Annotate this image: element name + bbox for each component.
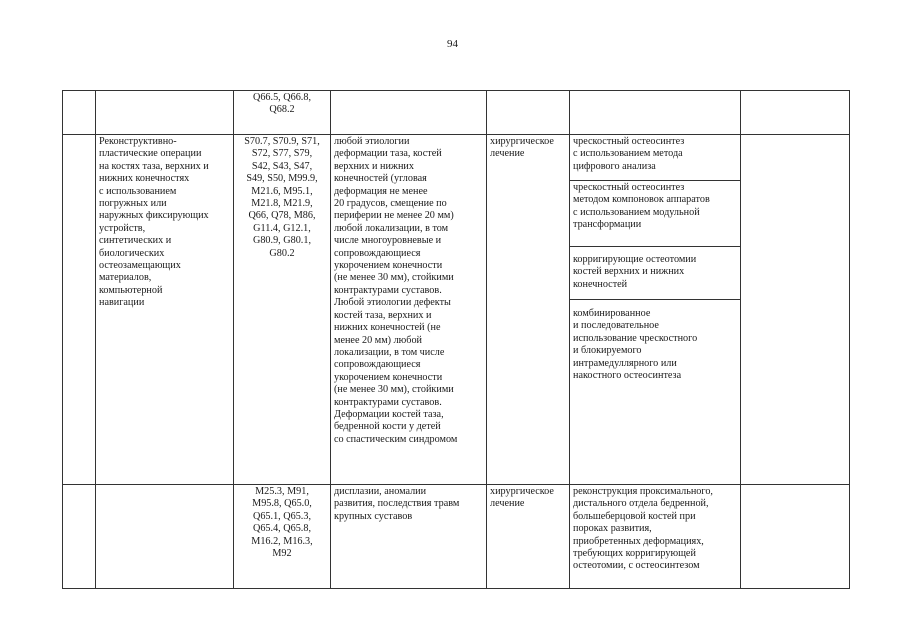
table-row	[63, 485, 850, 589]
table-cell-operation: Реконструктивно- пластические операции на костях таза, верхних и нижних конечностях с использованием погружных или наружных фиксирующих устройств, синтетических и биологических остеозамещающих материалов, компьютерной навигации	[96, 135, 234, 485]
table-cell-extra	[741, 91, 850, 135]
table-row	[63, 135, 850, 181]
table-cell-method: комбинированное и последовательное использование чрескостного и блокируемого интрамедуллярного или накостного остеосинтеза	[570, 300, 741, 485]
table-row	[63, 91, 850, 135]
table-cell-codes: Q66.5, Q66.8, Q68.2	[234, 91, 331, 135]
table-cell-method: корригирующие остеотомии костей верхних и нижних конечностей	[570, 247, 741, 300]
table-cell-condition	[331, 91, 487, 135]
table-cell-index	[63, 135, 96, 485]
table-cell-condition: дисплазии, аномалии развития, последствия травм крупных суставов	[331, 485, 487, 589]
table-cell-method	[570, 91, 741, 135]
table-cell-method: реконструкция проксимального, дистального отдела бедренной, большеберцовой костей при пороках развития, приобретенных деформациях, требующих корригирующей остеотомии, с остеосинтезом	[570, 485, 741, 589]
table-cell-extra	[741, 485, 850, 589]
table-cell-operation	[96, 91, 234, 135]
table-cell-index	[63, 91, 96, 135]
table-cell-operation	[96, 485, 234, 589]
table-cell-method: чрескостный остеосинтез с использованием метода цифрового анализа	[570, 135, 741, 181]
page-number: 94	[447, 38, 458, 50]
table-cell-codes: S70.7, S70.9, S71, S72, S77, S79, S42, S43, S47, S49, S50, M99.9, M21.6, M95.1, M21.8, M21.9, Q66, Q78, M86, G11.4, G12.1, G80.9, G80.1, G80.2	[234, 135, 331, 485]
table-cell-condition: любой этиологии деформации таза, костей верхних и нижних конечностей (угловая деформация не менее 20 градусов, смещение по периферии не менее 20 мм) любой локализации, в том числе многоуровневые и сопровождающиеся укорочением конечности (не менее 30 мм), стойкими контрактурами суставов. Любой этиологии дефекты костей таза, верхних и нижних конечностей (не менее 20 мм) любой локализации, в том числе сопровождающиеся укорочением конечности (не менее 30 мм), стойкими контрактурами суставов. Деформации костей таза, бедренной кости у детей со спастическим синдромом	[331, 135, 487, 485]
table-cell-extra	[741, 135, 850, 485]
table-cell-treatment: хирургическое лечение	[487, 135, 570, 485]
table-cell-method: чрескостный остеосинтез методом компоновок аппаратов с использованием модульной трансформации	[570, 181, 741, 247]
table-cell-treatment: хирургическое лечение	[487, 485, 570, 589]
table-cell-codes: M25.3, M91, M95.8, Q65.0, Q65.1, Q65.3, Q65.4, Q65.8, M16.2, M16.3, M92	[234, 485, 331, 589]
table-cell-treatment	[487, 91, 570, 135]
table-cell-index	[63, 485, 96, 589]
medical-care-table	[62, 90, 850, 589]
